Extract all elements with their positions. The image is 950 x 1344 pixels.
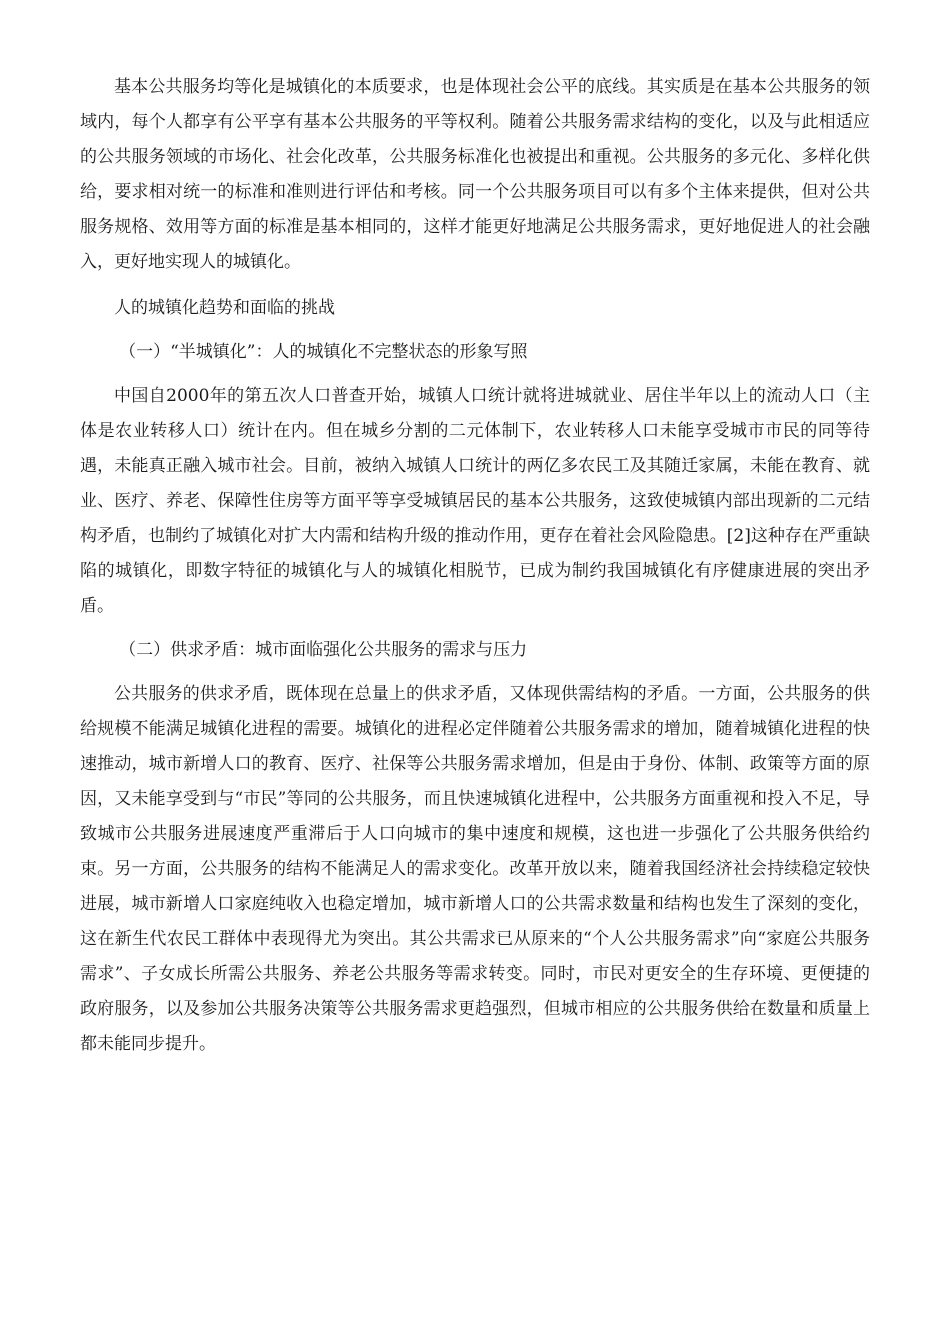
paragraph-semi-urbanization: 中国自2000年的第五次人口普查开始，城镇人口统计就将进城就业、居住半年以上的流动人口（主体是农业转移人口）统计在内。但在城乡分割的二元体制下，农业转移人口未能享受城市市民的同等待遇，未能真正融入城市社会。目前，被纳入城镇人口统计的两亿多农民工及其随迁家属，未能在教育、就业、医疗、养老、保障性住房等方面平等享受城镇居民的基本公共服务，这致使城镇内部出现新的二元结构矛盾，也制约了城镇化对扩大内需和结构升级的推动作用，更存在着社会风险隐患。[2]这种存在严重缺陷的城镇化，即数字特征的城镇化与人的城镇化相脱节，已成为制约我国城镇化有序健康进展的突出矛盾。 (80, 386, 870, 616)
section-heading: 人的城镇化趋势和面临的挑战 (114, 298, 335, 318)
subsection-heading-2: （二）供求矛盾：城市面临强化公共服务的需求与压力 (119, 640, 528, 660)
paragraph-supply-demand: 公共服务的供求矛盾，既体现在总量上的供求矛盾，又体现供需结构的矛盾。一方面，公共服务的供给规模不能满足城镇化进程的需要。城镇化的进程必定伴随着公共服务需求的增加，随着城镇化进程的快速推动，城市新增人口的教育、医疗、社保等公共服务需求增加，但是由于身份、体制、政策等方面的原因，又未能享受到与“市民”等同的公共服务，而且快速城镇化进程中，公共服务方面重视和投入不足，导致城市公共服务进展速度严重滞后于人口向城市的集中速度和规模，这也进一步强化了公共服务供给约束。另一方面，公共服务的结构不能满足人的需求变化。改革开放以来，随着我国经济社会持续稳定较快进展，城市新增人口家庭纯收入也稳定增加，城市新增人口的公共需求数量和结构也发生了深刻的变化，这在新生代农民工群体中表现得尤为突出。其公共需求已从原来的“个人公共服务需求”向“家庭公共服务需求”、子女成长所需公共服务、养老公共服务等需求转变。同时，市民对更安全的生存环境、更便捷的政府服务，以及参加公共服务决策等公共服务需求更趋强烈，但城市相应的公共服务供给在数量和质量上都未能同步提升。 (80, 684, 870, 1054)
subsection-heading-1: （一）“半城镇化”：人的城镇化不完整状态的形象写照 (119, 342, 528, 362)
paragraph-equalization: 基本公共服务均等化是城镇化的本质要求，也是体现社会公平的底线。其实质是在基本公共服务的领域内，每个人都享有公平享有基本公共服务的平等权利。随着公共服务需求结构的变化，以及与此相适应的公共服务领域的市场化、社会化改革，公共服务标准化也被提出和重视。公共服务的多元化、多样化供给，要求相对统一的标准和准则进行评估和考核。同一个公共服务项目可以有多个主体来提供，但对公共服务规格、效用等方面的标准是基本相同的，这样才能更好地满足公共服务需求，更好地促进人的社会融入，更好地实现人的城镇化。 (80, 77, 870, 272)
document-page (80, 70, 870, 1062)
